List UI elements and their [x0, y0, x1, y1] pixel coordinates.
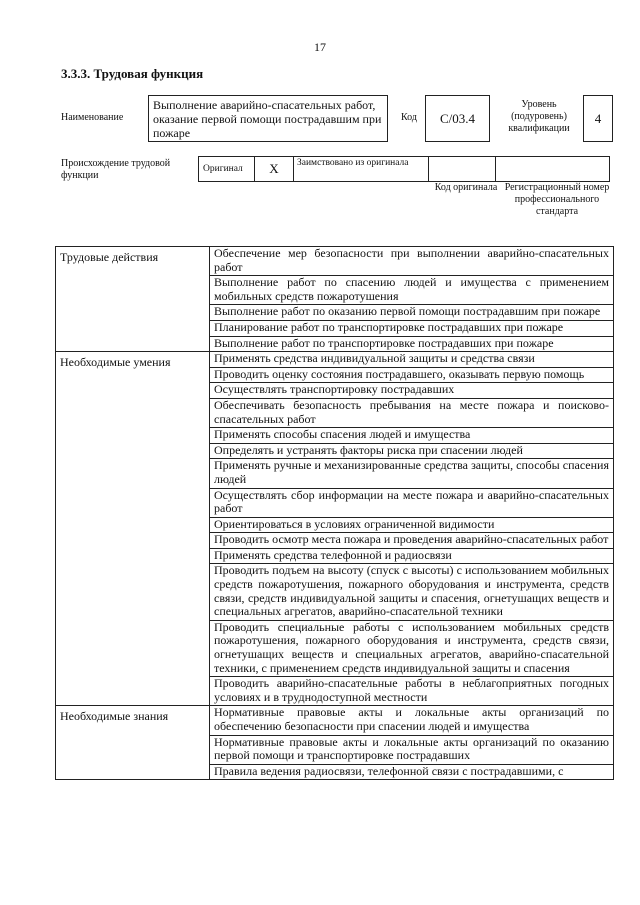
list-item: Проводить аварийно-спасательные работы в неблагоприятных погодных условиях и в труднодоступной местности	[214, 676, 609, 704]
list-item: Проводить подъем на высоту (спуск с высоты) с использованием мобильных средств пожаротушения, пожарного оборудования и инструмента, средств связи, средств индивидуальной защиты и спасения, огнетушащих веществ и специальных агрегатов, аварийно-спасательной техники	[210, 564, 613, 620]
section-row	[56, 247, 614, 352]
function-details-table	[55, 246, 614, 780]
list-item: Правила ведения радиосвязи, телефонной связи с пострадавшими, с	[214, 763, 564, 778]
list-item: Нормативные правовые акты и локальные акты организаций по обеспечению безопасности при спасении людей и имущества	[210, 706, 613, 735]
section-category: Необходимые умения	[56, 352, 210, 706]
list-item: Применять средства индивидуальной защиты и средства связи	[210, 352, 613, 368]
list-item: Ориентироваться в условиях ограниченной видимости	[210, 518, 613, 534]
section-row	[56, 706, 614, 780]
code-original-cell	[428, 156, 496, 182]
origin-grid	[198, 156, 610, 182]
code-label: Код	[401, 112, 417, 123]
list-item: Выполнение работ по спасению людей и имущества с применением мобильных средств пожаротушения	[210, 276, 613, 305]
list-item: Проводить осмотр места пожара и проведения аварийно-спасательных работ	[210, 533, 613, 549]
section-category: Необходимые знания	[56, 706, 210, 780]
list-item: Обеспечивать безопасность пребывания на месте пожара и поисково-спасательных работ	[210, 399, 613, 428]
section-category: Трудовые действия	[56, 247, 210, 352]
original-cell	[198, 156, 255, 182]
code-original-caption: Код оригинала	[434, 182, 498, 193]
list-item: Проводить оценку состояния пострадавшего, оказывать первую помощь	[210, 368, 613, 384]
list-item: Определять и устранять факторы риска при спасении людей	[210, 444, 613, 460]
list-item: Осуществлять транспортировку пострадавших	[210, 383, 613, 399]
list-item: Нормативные правовые акты и локальные акты организаций по оказанию первой помощи и транспортировке пострадавших	[210, 736, 613, 765]
list-item: Осуществлять сбор информации на месте пожара и аварийно-спасательных работ	[210, 489, 613, 518]
name-label: Наименование	[61, 112, 124, 123]
list-item: Проводить специальные работы с использованием мобильных средств пожаротушения, пожарного оборудования и инструмента, средств связи, огнетушащих веществ и специальных агрегатов, аварийно-спасательной техники, с применением средств индивидуальной защиты и спасения	[210, 621, 613, 677]
name-value: Выполнение аварийно-спасательных работ, оказание первой помощи пострадавшим при пожаре	[148, 95, 388, 142]
list-item: Выполнение работ по транспортировке пострадавших при пожаре	[214, 335, 554, 350]
reg-number-caption: Регистрационный номер профессионального стандарта	[504, 182, 610, 217]
reg-number-cell	[495, 156, 610, 182]
function-header	[61, 95, 613, 142]
origin-row	[61, 156, 613, 246]
list-item: Применять ручные и механизированные средства защиты, способы спасения людей	[210, 459, 613, 488]
origin-label: Происхождение трудовой функции	[61, 158, 171, 181]
borrowed-label: Заимствовано из оригинала	[293, 156, 429, 182]
page-number: 17	[314, 40, 326, 54]
section-items	[210, 706, 614, 780]
list-item: Обеспечение мер безопасности при выполнении аварийно-спасательных работ	[210, 247, 613, 276]
original-label: Оригинал	[203, 164, 243, 174]
original-mark: X	[254, 156, 294, 182]
code-value: С/03.4	[425, 95, 490, 142]
level-label: Уровень (подуровень) квалификации	[508, 99, 570, 134]
list-item: Применять средства телефонной и радиосвязи	[210, 549, 613, 565]
section-items	[210, 352, 614, 706]
list-item: Применять способы спасения людей и имущества	[210, 428, 613, 444]
list-item: Планирование работ по транспортировке пострадавших при пожаре	[210, 321, 613, 337]
section-row	[56, 352, 614, 706]
list-item: Выполнение работ по оказанию первой помощи пострадавшим при пожаре	[210, 305, 613, 321]
section-title: 3.3.3. Трудовая функция	[61, 66, 204, 81]
section-items	[210, 247, 614, 352]
level-value: 4	[583, 95, 613, 142]
